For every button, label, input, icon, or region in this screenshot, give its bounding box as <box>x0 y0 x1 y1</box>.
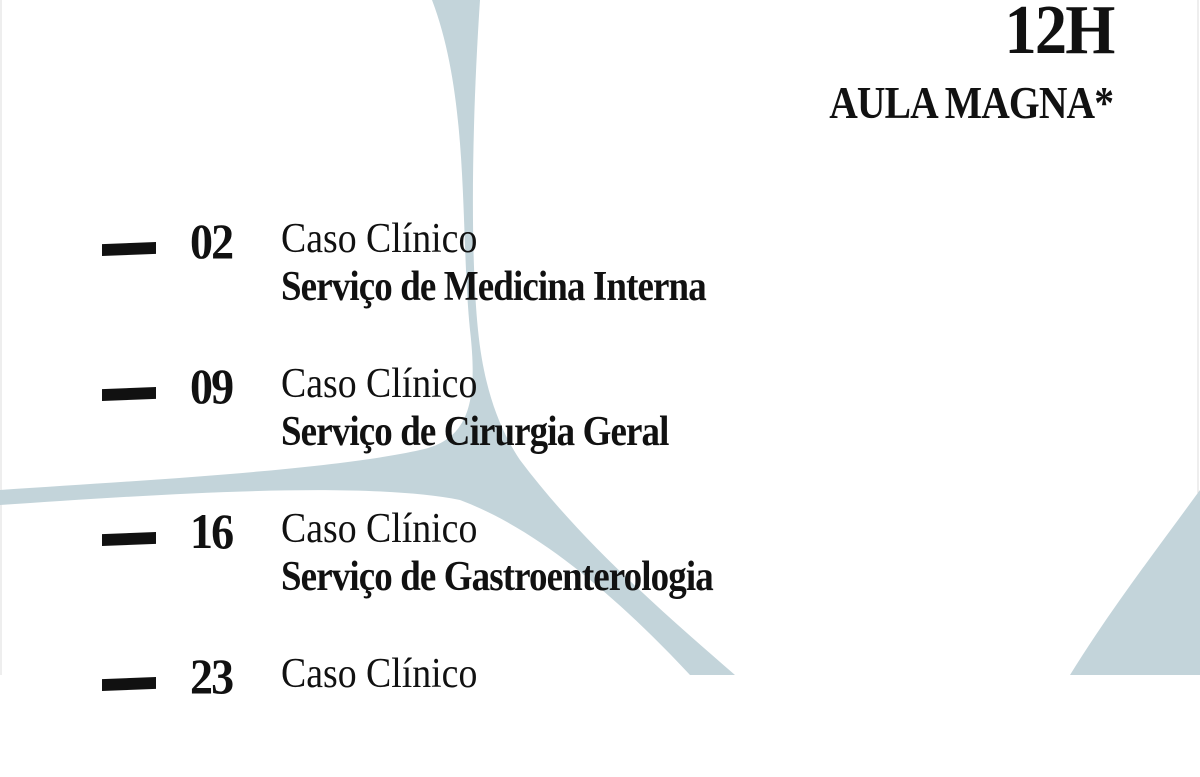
dash-icon <box>102 242 156 256</box>
item-day: 16 <box>190 503 233 559</box>
item-day: 09 <box>190 358 233 414</box>
dash-icon <box>102 532 156 546</box>
item-type: Caso Clínico <box>281 506 478 552</box>
item-type: Caso Clínico <box>281 361 478 407</box>
dash-icon <box>102 387 156 401</box>
schedule-item <box>0 213 1200 342</box>
event-time: 12H <box>1004 0 1113 69</box>
item-day: 02 <box>190 213 233 269</box>
dash-icon <box>102 677 156 691</box>
schedule-item <box>0 648 1200 777</box>
item-day: 23 <box>190 648 233 704</box>
schedule-item <box>0 503 1200 632</box>
item-type: Caso Clínico <box>281 216 478 262</box>
item-service: Serviço de Cirurgia Geral <box>281 409 669 455</box>
event-venue: AULA MAGNA* <box>829 77 1113 128</box>
item-service: Serviço de Gastroenterologia <box>281 554 713 600</box>
item-type: Caso Clínico <box>281 651 478 697</box>
item-service: Serviço de Medicina Interna <box>281 264 706 310</box>
schedule-item <box>0 358 1200 487</box>
